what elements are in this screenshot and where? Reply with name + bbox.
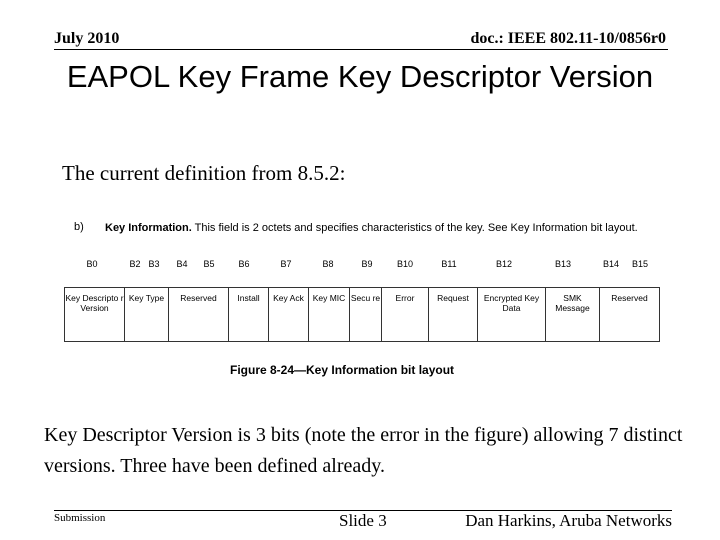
intro-text: The current definition from 8.5.2: bbox=[62, 161, 346, 185]
footer-author: Dan Harkins, Aruba Networks bbox=[465, 511, 672, 530]
table-cell: Key Type bbox=[124, 288, 168, 341]
header-divider bbox=[54, 49, 668, 50]
figure-caption: Figure 8-24—Key Information bit layout bbox=[230, 363, 455, 377]
table-cell: Reserved bbox=[168, 288, 228, 341]
bit-label: B4 bbox=[176, 259, 188, 269]
figure-image bbox=[62, 212, 662, 392]
bit-label: B2 bbox=[129, 259, 141, 269]
bit-label: B15 bbox=[631, 259, 649, 269]
figure-paragraph-text: This field is 2 octets and specifies characteristics of the key. See Key Information bit layout. bbox=[191, 222, 638, 234]
footer-slide-number: Slide 3 bbox=[339, 511, 387, 530]
bit-label: B10 bbox=[396, 259, 414, 269]
table-cell: Error bbox=[381, 288, 428, 341]
header-date: July 2010 bbox=[54, 30, 120, 47]
bit-label: B9 bbox=[361, 259, 373, 269]
key-information-bit-table bbox=[64, 287, 660, 342]
body-text: Key Descriptor Version is 3 bits (note the error in the figure) allowing 7 distinct versions. Three have been defined already. bbox=[44, 424, 683, 477]
bit-label: B3 bbox=[148, 259, 160, 269]
table-cell: Secu re bbox=[349, 288, 381, 341]
bit-label: B7 bbox=[280, 259, 292, 269]
bit-label: B0 bbox=[86, 259, 98, 269]
figure-field-name: Key Information. bbox=[105, 222, 192, 234]
footer-submission: Submission bbox=[54, 512, 106, 524]
table-cell: Reserved bbox=[599, 288, 659, 341]
table-cell: Install bbox=[228, 288, 268, 341]
table-cell: Key MIC bbox=[308, 288, 349, 341]
bit-label: B12 bbox=[495, 259, 513, 269]
header-doc-id: doc.: IEEE 802.11-10/0856r0 bbox=[470, 30, 666, 47]
figure-item-marker: b) bbox=[74, 221, 84, 233]
bit-label: B5 bbox=[203, 259, 215, 269]
slide-title: EAPOL Key Frame Key Descriptor Version bbox=[66, 59, 654, 94]
table-cell: Key Ack bbox=[268, 288, 308, 341]
table-cell: Key Descripto r Version bbox=[65, 293, 124, 313]
table-cell: SMK Message bbox=[545, 288, 599, 341]
bit-label: B11 bbox=[441, 259, 457, 269]
table-cell: Request bbox=[428, 288, 477, 341]
figure-paragraph bbox=[105, 221, 661, 236]
bit-label: B8 bbox=[322, 259, 334, 269]
table-cell: Encrypted Key Data bbox=[477, 288, 545, 341]
bit-label: B13 bbox=[554, 259, 572, 269]
bit-label: B14 bbox=[602, 259, 620, 269]
bit-label: B6 bbox=[238, 259, 250, 269]
